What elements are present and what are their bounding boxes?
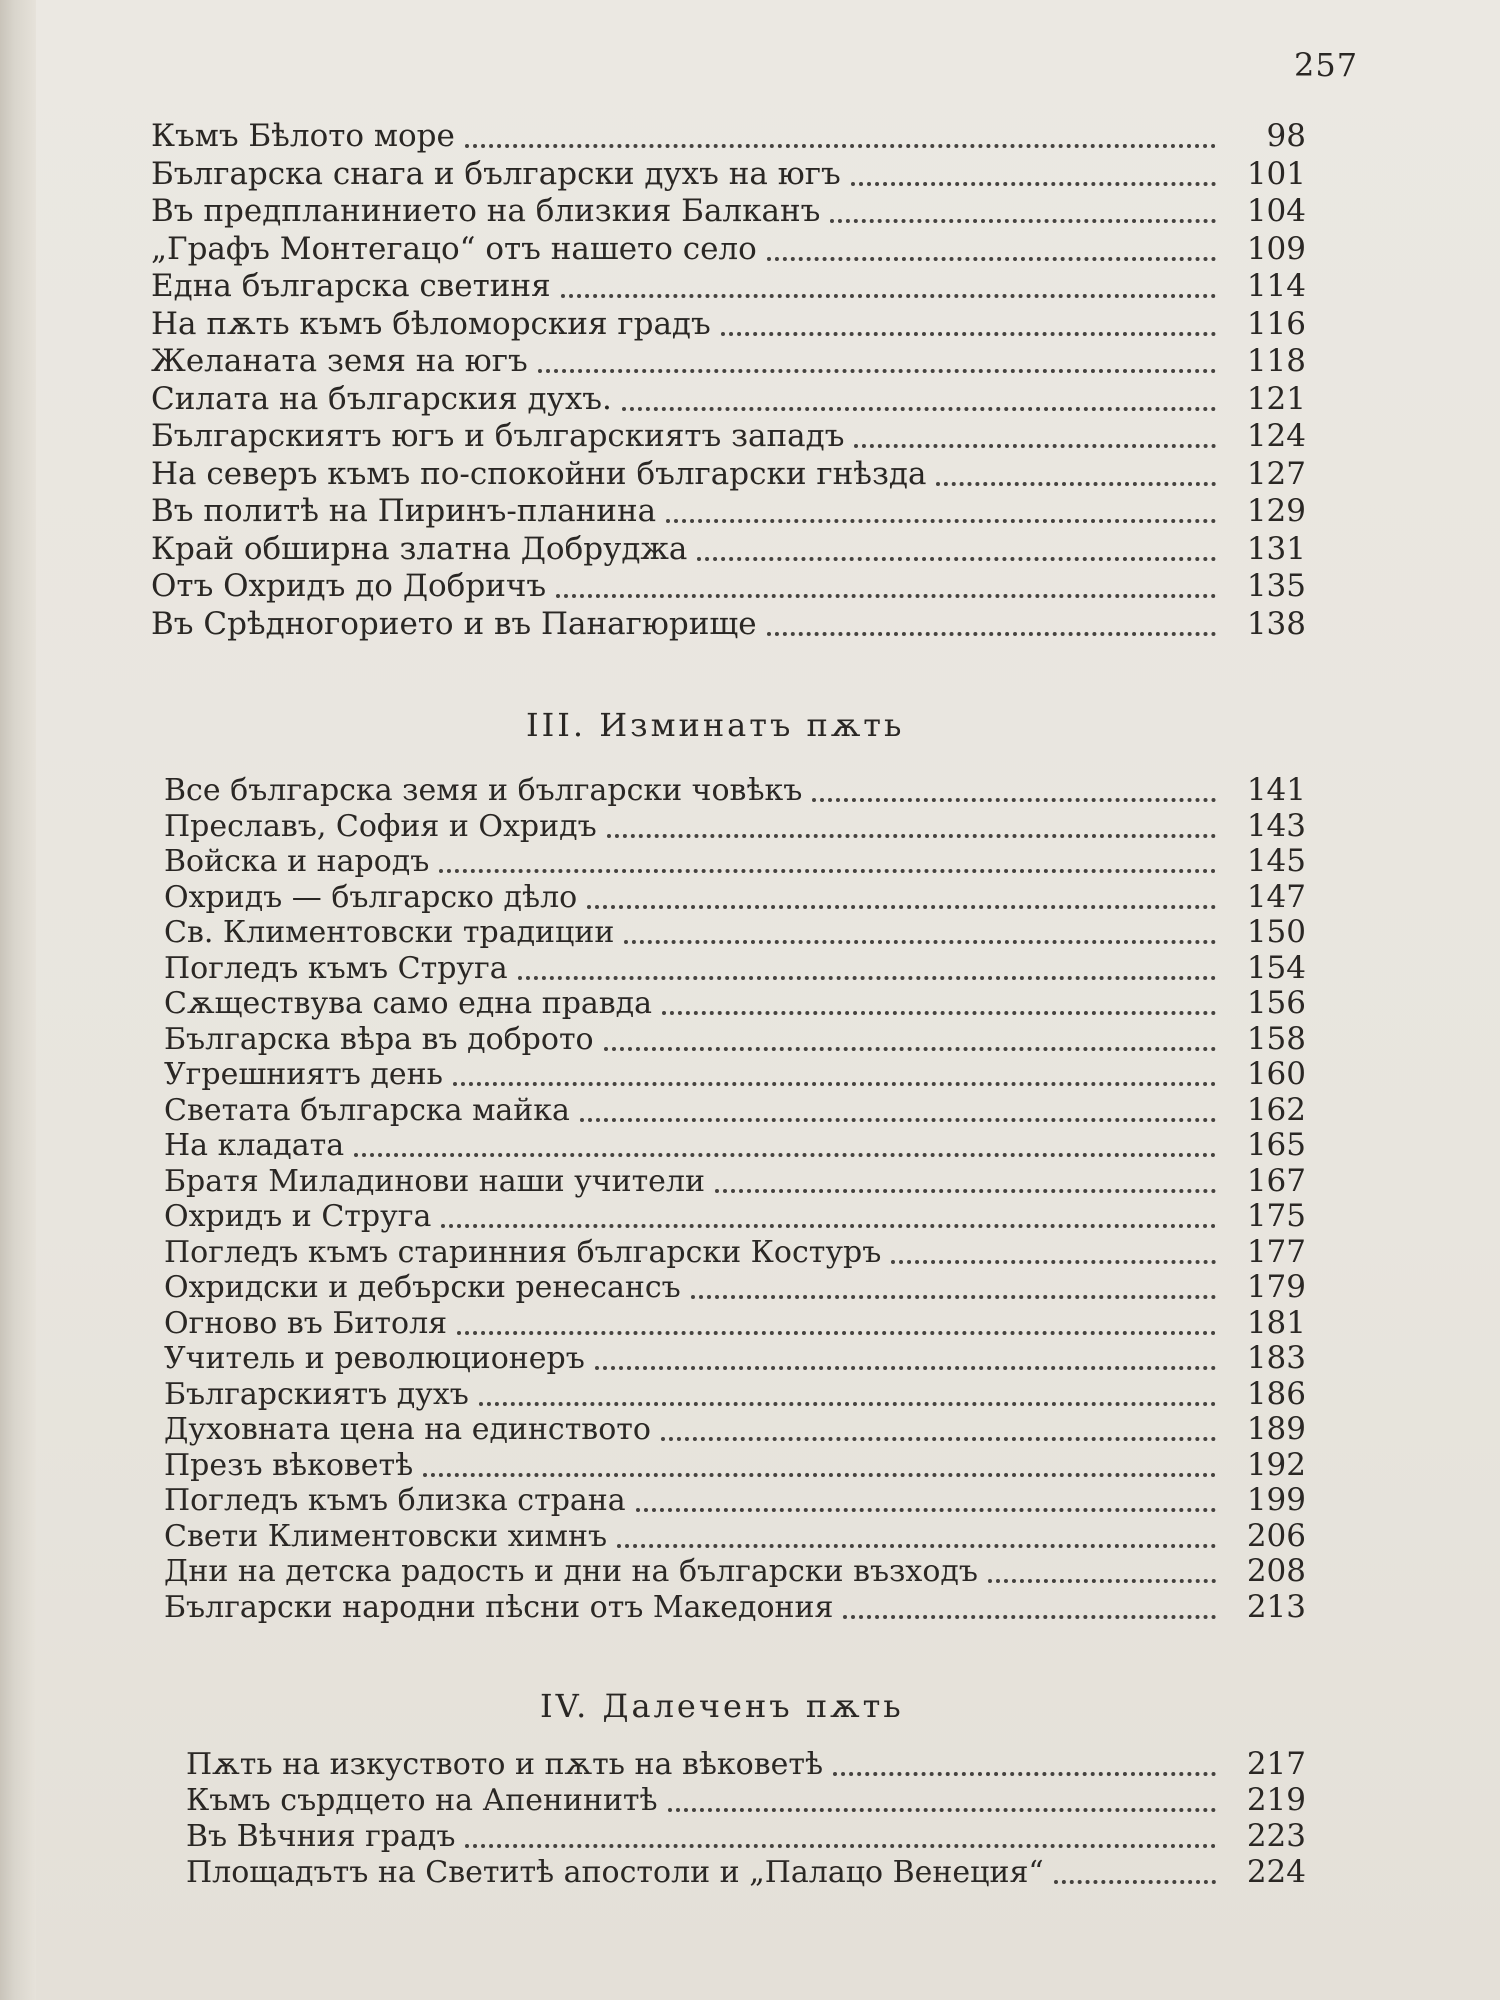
- toc-entry: [164, 804, 1306, 842]
- toc-entry-title: Погледъ къмъ старинния български Костуръ: [164, 1234, 882, 1270]
- toc-entry-title: Преславъ, София и Охридъ: [164, 808, 597, 844]
- dot-leader: [851, 182, 1216, 186]
- toc-entry-page: 145: [1246, 843, 1306, 879]
- toc-entry-page: 143: [1246, 807, 1306, 844]
- toc-entry-page: 154: [1246, 949, 1306, 986]
- toc-entry-page: 183: [1246, 1340, 1306, 1376]
- dot-leader: [518, 976, 1216, 980]
- toc-entry-title: Силата на българския духъ.: [151, 380, 612, 417]
- dot-leader: [453, 1082, 1216, 1086]
- section-iii-heading: III. Изминатъ пѫть: [526, 706, 905, 744]
- toc-entry: [151, 227, 1306, 265]
- toc-entry: [186, 1850, 1306, 1888]
- toc-entry: [151, 264, 1306, 302]
- dot-leader: [556, 594, 1216, 598]
- toc-entry: [164, 1052, 1306, 1090]
- toc-entry-title: Къмъ сърдцето на Апенинитѣ: [186, 1783, 658, 1818]
- dot-leader: [843, 1615, 1216, 1619]
- toc-entry: [164, 1159, 1306, 1197]
- toc-entry: [164, 1407, 1306, 1445]
- toc-entry: [186, 1778, 1306, 1816]
- toc-entry-page: 199: [1246, 1482, 1306, 1518]
- toc-entry: [151, 114, 1306, 152]
- toc-entry-page: 213: [1246, 1588, 1306, 1625]
- toc-entry-title: Въ предпланинието на близкия Балканъ: [151, 193, 821, 229]
- toc-entry-page: 179: [1246, 1269, 1306, 1305]
- dot-leader: [457, 1331, 1216, 1335]
- toc-entry: [151, 489, 1306, 527]
- dot-leader: [666, 519, 1216, 523]
- dot-leader: [691, 1295, 1216, 1299]
- toc-entry-title: Свети Климентовски химнъ: [164, 1518, 608, 1554]
- dot-leader: [439, 869, 1216, 873]
- dot-leader: [465, 144, 1216, 148]
- dot-leader: [830, 219, 1216, 223]
- toc-entry-title: Къмъ Бѣлото море: [151, 118, 455, 154]
- toc-entry: [164, 768, 1306, 806]
- dot-leader: [595, 1366, 1216, 1370]
- toc-entry: [151, 452, 1306, 490]
- book-page: [36, 0, 1500, 2000]
- toc-entry: [151, 377, 1306, 415]
- toc-entry-page: 147: [1246, 878, 1306, 915]
- dot-leader: [668, 1808, 1216, 1812]
- toc-entry-page: 167: [1246, 1162, 1306, 1199]
- dot-leader: [587, 905, 1216, 909]
- dot-leader: [636, 1508, 1216, 1512]
- toc-entry-page: 224: [1246, 1854, 1306, 1890]
- book-spine-shadow: [0, 0, 36, 2000]
- toc-entry: [164, 1549, 1306, 1587]
- toc-entry-title: Презъ вѣковетѣ: [164, 1447, 414, 1483]
- toc-entry: [164, 1585, 1306, 1623]
- toc-entry-title: Братя Миладинови наши учители: [164, 1163, 705, 1199]
- toc-entry-page: 138: [1246, 605, 1306, 642]
- dot-leader: [538, 369, 1216, 373]
- toc-entry-title: Въ политѣ на Пиринъ-планина: [151, 493, 657, 529]
- toc-entry: [186, 1742, 1306, 1780]
- toc-entry-page: 121: [1246, 380, 1306, 417]
- toc-entry-page: 217: [1246, 1746, 1306, 1782]
- toc-entry: [164, 981, 1306, 1019]
- toc-entry-page: 162: [1246, 1091, 1306, 1128]
- toc-entry-page: 127: [1246, 455, 1306, 492]
- toc-entry-title: Сѫществува само една правда: [164, 986, 653, 1021]
- dot-leader: [833, 1772, 1216, 1776]
- toc-entry-title: Площадътъ на Светитѣ апостоли и „Палацо Венеция“: [186, 1855, 1044, 1890]
- toc-entry-title: Български народни пѣсни отъ Македония: [164, 1589, 834, 1625]
- toc-entry-page: 124: [1246, 418, 1306, 454]
- toc-entry-page: 158: [1246, 1020, 1306, 1057]
- toc-entry: [151, 339, 1306, 377]
- dot-leader: [661, 1437, 1216, 1441]
- section-iv-heading: IV. Далеченъ пѫть: [540, 1687, 904, 1725]
- dot-leader: [465, 1844, 1216, 1848]
- toc-entry-title: Охридски и дебърски ренесансъ: [164, 1270, 681, 1305]
- dot-leader: [891, 1260, 1216, 1264]
- toc-entry-page: 177: [1246, 1233, 1306, 1270]
- toc-entry-title: На пѫть къмъ бѣломорския градъ: [151, 305, 711, 342]
- toc-entry-title: Учитель и революционеръ: [164, 1341, 585, 1376]
- toc-entry-page: 189: [1246, 1411, 1306, 1447]
- toc-entry: [164, 1230, 1306, 1268]
- toc-entry: [151, 564, 1306, 602]
- dot-leader: [767, 257, 1216, 261]
- toc-entry-page: 101: [1246, 155, 1306, 192]
- toc-entry-page: 208: [1246, 1553, 1306, 1589]
- toc-entry-title: Въ Срѣдногорието и въ Панагюрище: [151, 605, 757, 642]
- dot-leader: [988, 1579, 1216, 1583]
- dot-leader: [1054, 1880, 1216, 1884]
- toc-entry-title: „Графъ Монтегацо“ отъ нашето село: [151, 230, 757, 267]
- toc-entry-page: 165: [1246, 1127, 1306, 1163]
- dot-leader: [721, 332, 1216, 336]
- toc-entry-title: Българскиятъ духъ: [164, 1376, 469, 1412]
- toc-entry-page: 175: [1246, 1198, 1306, 1234]
- dot-leader: [423, 1473, 1216, 1477]
- toc-entry-title: Духовната цена на единството: [164, 1412, 651, 1447]
- toc-entry: [164, 1301, 1306, 1339]
- toc-entry-title: Българска вѣра въ доброто: [164, 1021, 594, 1057]
- toc-entry: [164, 946, 1306, 984]
- toc-entry: [164, 910, 1306, 948]
- dot-leader: [936, 482, 1216, 486]
- dot-leader: [715, 1189, 1216, 1193]
- toc-entry-page: 98: [1266, 118, 1306, 154]
- dot-leader: [607, 834, 1216, 838]
- dot-leader: [854, 444, 1216, 448]
- toc-entry-page: 114: [1246, 268, 1306, 304]
- toc-entry: [164, 1372, 1306, 1410]
- toc-entry-page: 118: [1246, 343, 1306, 379]
- toc-entry: [151, 602, 1306, 640]
- toc-entry-title: На северъ къмъ по-спокойни български гнѣзда: [151, 455, 927, 492]
- toc-entry-page: 109: [1246, 230, 1306, 267]
- toc-entry-title: Огново въ Битоля: [164, 1305, 448, 1341]
- toc-entry-title: Въ Вѣчния градъ: [186, 1819, 456, 1854]
- toc-entry-title: Все българска земя и български човѣкъ: [164, 773, 803, 808]
- toc-entry: [151, 189, 1306, 227]
- dot-leader: [617, 1544, 1216, 1548]
- toc-entry-page: 104: [1246, 193, 1306, 229]
- toc-entry-title: Желаната земя на югъ: [151, 343, 528, 379]
- dot-leader: [624, 940, 1216, 944]
- dot-leader: [561, 294, 1216, 298]
- toc-entry-page: 141: [1246, 772, 1306, 808]
- dot-leader: [479, 1402, 1216, 1406]
- page-number: 257: [1294, 46, 1359, 84]
- toc-entry-page: 181: [1246, 1304, 1306, 1341]
- toc-entry-page: 186: [1246, 1375, 1306, 1412]
- toc-entry-title: Войска и народъ: [164, 844, 430, 879]
- toc-entry-title: Пѫть на изкуството и пѫть на вѣковетѣ: [186, 1747, 824, 1782]
- toc-entry-title: Св. Климентовски традиции: [164, 915, 615, 950]
- toc-entry-title: Погледъ къмъ близка страна: [164, 1483, 626, 1518]
- dot-leader: [622, 407, 1216, 411]
- toc-entry-title: Отъ Охридъ до Добричъ: [151, 568, 547, 604]
- toc-entry-title: На кладата: [164, 1128, 345, 1163]
- toc-entry: [164, 1265, 1306, 1303]
- toc-entry: [164, 1017, 1306, 1055]
- dot-leader: [697, 557, 1216, 561]
- toc-entry: [164, 1478, 1306, 1516]
- toc-entry-title: Край обширна златна Добруджа: [151, 530, 688, 567]
- toc-entry-title: Угрешниятъ день: [164, 1057, 443, 1092]
- toc-entry-title: Българскиятъ югъ и българскиятъ западъ: [151, 418, 845, 454]
- toc-entry: [151, 527, 1306, 565]
- toc-entry-title: Охридъ — българско дѣло: [164, 879, 578, 915]
- toc-entry-page: 206: [1246, 1517, 1306, 1554]
- toc-entry: [186, 1814, 1306, 1852]
- toc-entry: [164, 1123, 1306, 1161]
- toc-entry-page: 160: [1246, 1056, 1306, 1092]
- toc-entry: [164, 1194, 1306, 1232]
- dot-leader: [767, 632, 1216, 636]
- toc-entry-page: 219: [1246, 1782, 1306, 1818]
- toc-entry-title: Светата българска майка: [164, 1092, 570, 1128]
- toc-entry-page: 131: [1246, 530, 1306, 567]
- dot-leader: [441, 1224, 1216, 1228]
- toc-entry-page: 156: [1246, 985, 1306, 1021]
- toc-entry-title: Дни на детска радость и дни на български възходъ: [164, 1554, 978, 1589]
- toc-entry-title: Погледъ къмъ Струга: [164, 950, 508, 986]
- toc-entry-title: Охридъ и Струга: [164, 1199, 432, 1234]
- dot-leader: [812, 798, 1216, 802]
- dot-leader: [662, 1011, 1216, 1015]
- toc-entry: [164, 1443, 1306, 1481]
- toc-entry-title: Българска снага и български духъ на югъ: [151, 155, 841, 192]
- toc-entry: [164, 1336, 1306, 1374]
- toc-entry-page: 135: [1246, 568, 1306, 604]
- toc-entry-page: 150: [1246, 914, 1306, 950]
- toc-entry: [164, 1514, 1306, 1552]
- toc-entry: [164, 1088, 1306, 1126]
- toc-entry-page: 129: [1246, 493, 1306, 529]
- dot-leader: [354, 1153, 1216, 1157]
- dot-leader: [604, 1047, 1216, 1051]
- toc-entry-page: 223: [1246, 1818, 1306, 1854]
- toc-entry: [164, 839, 1306, 877]
- toc-entry-title: Една българска светиня: [151, 268, 551, 304]
- toc-entry: [151, 302, 1306, 340]
- toc-entry: [151, 152, 1306, 190]
- toc-entry-page: 116: [1246, 305, 1306, 342]
- toc-entry-page: 192: [1246, 1446, 1306, 1483]
- toc-entry: [164, 875, 1306, 913]
- dot-leader: [580, 1118, 1216, 1122]
- toc-entry: [151, 414, 1306, 452]
